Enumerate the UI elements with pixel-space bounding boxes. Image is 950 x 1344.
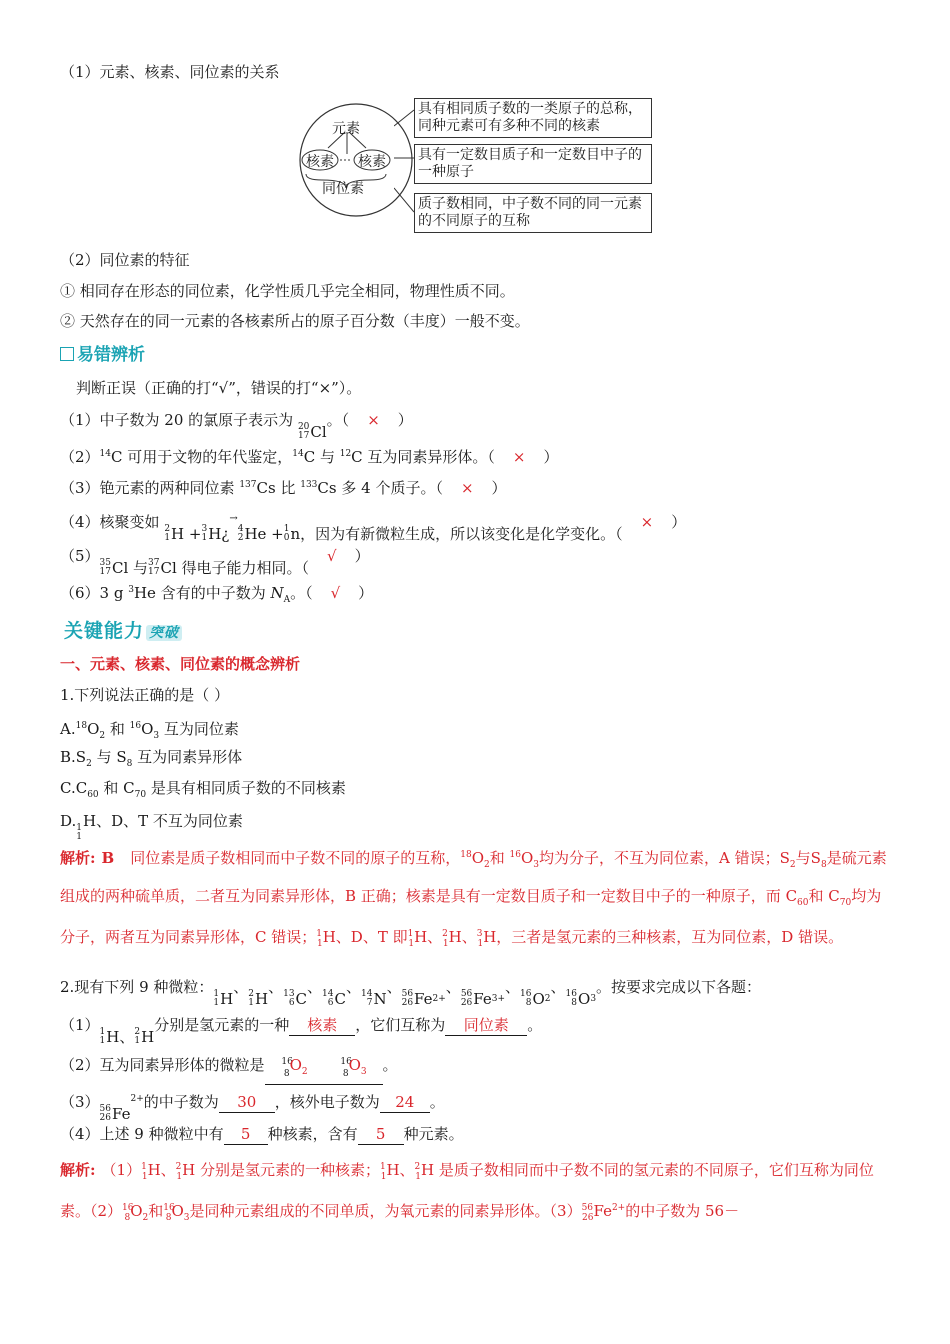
q2-explanation: 解析: $(1)^1_1H$、$^2_1$H 分别是氢元素的一种核素；$^1_1$H、$^2_1$H 是质子数相同而中子数不同的氢元素的不同原子，它们互称为同位素。$(2)^{16}_8O_2$和$^{16}_8O_3$是同种元素组成的不同单质，为氧元素的同素异形体。$(3)^{56}_{26}Fe^{2+}$的中子数为 56－ bbox=[60, 1161, 874, 1223]
q1-option-d: D. 1 1 H、D、T 不互为同位素 bbox=[60, 812, 243, 842]
particle-item: 16 8 O 3 bbox=[565, 989, 597, 1008]
section-error-heading bbox=[60, 345, 145, 365]
breakthrough-badge: 突破 bbox=[146, 625, 182, 641]
q2-part-4: （4）上述 9 种微粒中有 5 种核素，含有 5 种元素。 bbox=[60, 1125, 464, 1143]
key-ability-text: 关键能力 bbox=[64, 620, 145, 642]
q1-option-c: $C.C_{60}$ 和 $C_{70}$ 是具有相同质子数的不同核素 bbox=[60, 779, 346, 800]
particle-item: 2 1 H bbox=[248, 989, 269, 1008]
feature-2: ② 天然存在的同一元素的各核素所占的原子百分数（丰度）一般不变。 bbox=[60, 312, 530, 330]
part-1-title: 一、元素、核素、同位素的概念辨析 bbox=[60, 655, 301, 673]
particle-item: 13 6 C bbox=[283, 989, 308, 1008]
judge-item-6: （6）3 g $^3$He 含有的中子数为 $N_A$。（ √ ） bbox=[60, 584, 374, 605]
label-hesu-left: 核素 bbox=[306, 154, 334, 170]
definition-nuclide-box: 具有一定数目质子和一定数目中子的一种原子 bbox=[414, 144, 652, 184]
q2-part-3: （3） 56 26 Fe $^{2+}$的中子数为 30 ，核外电子数为 24 。 bbox=[60, 1093, 445, 1123]
answer-blank: 同位素 bbox=[445, 1015, 527, 1036]
label-tongweisu: 同位素 bbox=[322, 181, 364, 197]
answer-blank: 核素 bbox=[289, 1015, 355, 1036]
answer-blank: 30 bbox=[219, 1092, 275, 1113]
q1-option-b: $B.S_2$ 与 $S_8$ 互为同素异形体 bbox=[60, 748, 243, 769]
label-hesu-right: 核素 bbox=[358, 154, 386, 170]
nuclide-notation: 20 17 Cl bbox=[297, 422, 327, 441]
answer-blank: $^{16}_8O_3$ bbox=[325, 1052, 383, 1085]
definition-isotope-box: 质子数相同，中子数不同的同一元素的不同原子的互称 bbox=[414, 193, 652, 233]
judge-item-1: （1）中子数为 20 的氯原子表示为 20 17 Cl 。（ × ） bbox=[60, 411, 413, 441]
particle-item: 16 8 O 2 bbox=[520, 989, 551, 1008]
answer-blank: 5 bbox=[224, 1124, 268, 1145]
question-2: 2.现有下列 9 种微粒： 1 1 H 、 2 1 H 、 13 6 C 、 14 6 C 、 14 7 N 、 56 26 Fe 2+ 、 56 26 Fe 3+ 、 16 8 O 2 、 16 8 O 3 。按要求完成以下各题： bbox=[60, 978, 762, 1008]
answer-blank: 24 bbox=[380, 1092, 430, 1113]
feature-1: ① 相同存在形态的同位素，化学性质几乎完全相同，物理性质不同。 bbox=[60, 282, 515, 300]
error-heading-text: 易错辨析 bbox=[77, 345, 145, 365]
question-1: 1.下列说法正确的是（ ） bbox=[60, 686, 230, 704]
particle-item: 14 7 N bbox=[361, 989, 387, 1008]
judge-item-2: $(2)^{14}C$ 可用于文物的年代鉴定，$^{14}$C 与 $^{12}$C 互为同素异形体。（ × ） bbox=[60, 448, 559, 466]
judge-answer-5: √ bbox=[327, 547, 337, 565]
judge-item-5: （5） 35 17 Cl 与 37 17 Cl 得电子能力相同。（ √ ） bbox=[60, 547, 370, 577]
particle-item: 14 6 C bbox=[322, 989, 346, 1008]
judge-item-4: （4）核聚变如 2 1 H + 3 1 H¿ → 4 2 He + 1 0 n，因为有新微粒生成，所以该变化是化学变化。（ × ） bbox=[60, 513, 687, 543]
section-relation-title: （1）元素、核素、同位素的关系 bbox=[60, 63, 280, 81]
q1-explanation: 解析: B 同位素是质子数相同而中子数不同的原子的互称，$^{18}O_2$和 $^{16}O_3$均为分子，不互为同位素，A 错误；$S_2$与$S_8$是硫元素组成的两种硫单质，二者互为同素异形体，B 正确；核素是具有一定数目质子和一定数目中子的一种原子，而 $C_{60}$和 $C_{70}$均为分子，两者互为同素异形体，C 错误；$^1_1$H、D、T 即$^1_1$H、$^2_1$H、$^3_1$H，三者是氢元素的三种核素，互为同位素，D 错误。 bbox=[60, 849, 887, 949]
answer-blank: 5 bbox=[358, 1124, 404, 1145]
particle-item: 1 1 H bbox=[213, 989, 234, 1008]
label-yuansu: 元素 bbox=[332, 121, 360, 137]
key-ability-heading bbox=[64, 616, 182, 643]
diagram-connectors bbox=[394, 96, 414, 236]
judge-answer-1: × bbox=[367, 411, 380, 429]
q2-part-2: （2）互为同素异形体的微粒是 $^{16}_8O_2^{16}_8O_3$ 。 bbox=[60, 1052, 398, 1085]
particle-item: 56 26 Fe 3+ bbox=[460, 989, 506, 1008]
judge-answer-4: × bbox=[640, 513, 654, 531]
section-feature-title: （2）同位素的特征 bbox=[60, 251, 190, 269]
q1-option-a: $A.^{18}O_2$ 和 $^{16}O_3$ 互为同位素 bbox=[60, 720, 239, 741]
judge-intro: 判断正误（正确的打“√”，错误的打“×”）。 bbox=[76, 379, 362, 397]
relation-diagram bbox=[298, 96, 658, 236]
judge-answer-6: √ bbox=[330, 584, 341, 602]
judge-item-3: （3）铯元素的两种同位素 $^{137}$Cs 比 $^{133}$Cs 多 4 个质子。（ × ） bbox=[60, 479, 507, 497]
judge-answer-3: × bbox=[460, 479, 474, 497]
judge-answer-2: × bbox=[512, 448, 526, 466]
particle-item: 56 26 Fe 2+ bbox=[401, 989, 446, 1008]
q2-part-1: （1） 1 1 H、 2 1 H 分别是氢元素的一种 核素 ，它们互称为 同位素 。 bbox=[60, 1016, 543, 1046]
definition-element-box: 具有相同质子数的一类原子的总称，同种元素可有多种不同的核素 bbox=[414, 98, 652, 138]
answer-blank: $^{16}_8O_2$ bbox=[265, 1052, 325, 1085]
particle-list: 1 1 H 、 2 1 H 、 13 6 C 、 14 6 C 、 14 7 N 、 56 26 Fe 2+ 、 56 26 Fe 3+ 、 16 8 O 2 、 16 8 O 3 bbox=[213, 978, 597, 1008]
checkbox-square-icon bbox=[60, 347, 74, 361]
